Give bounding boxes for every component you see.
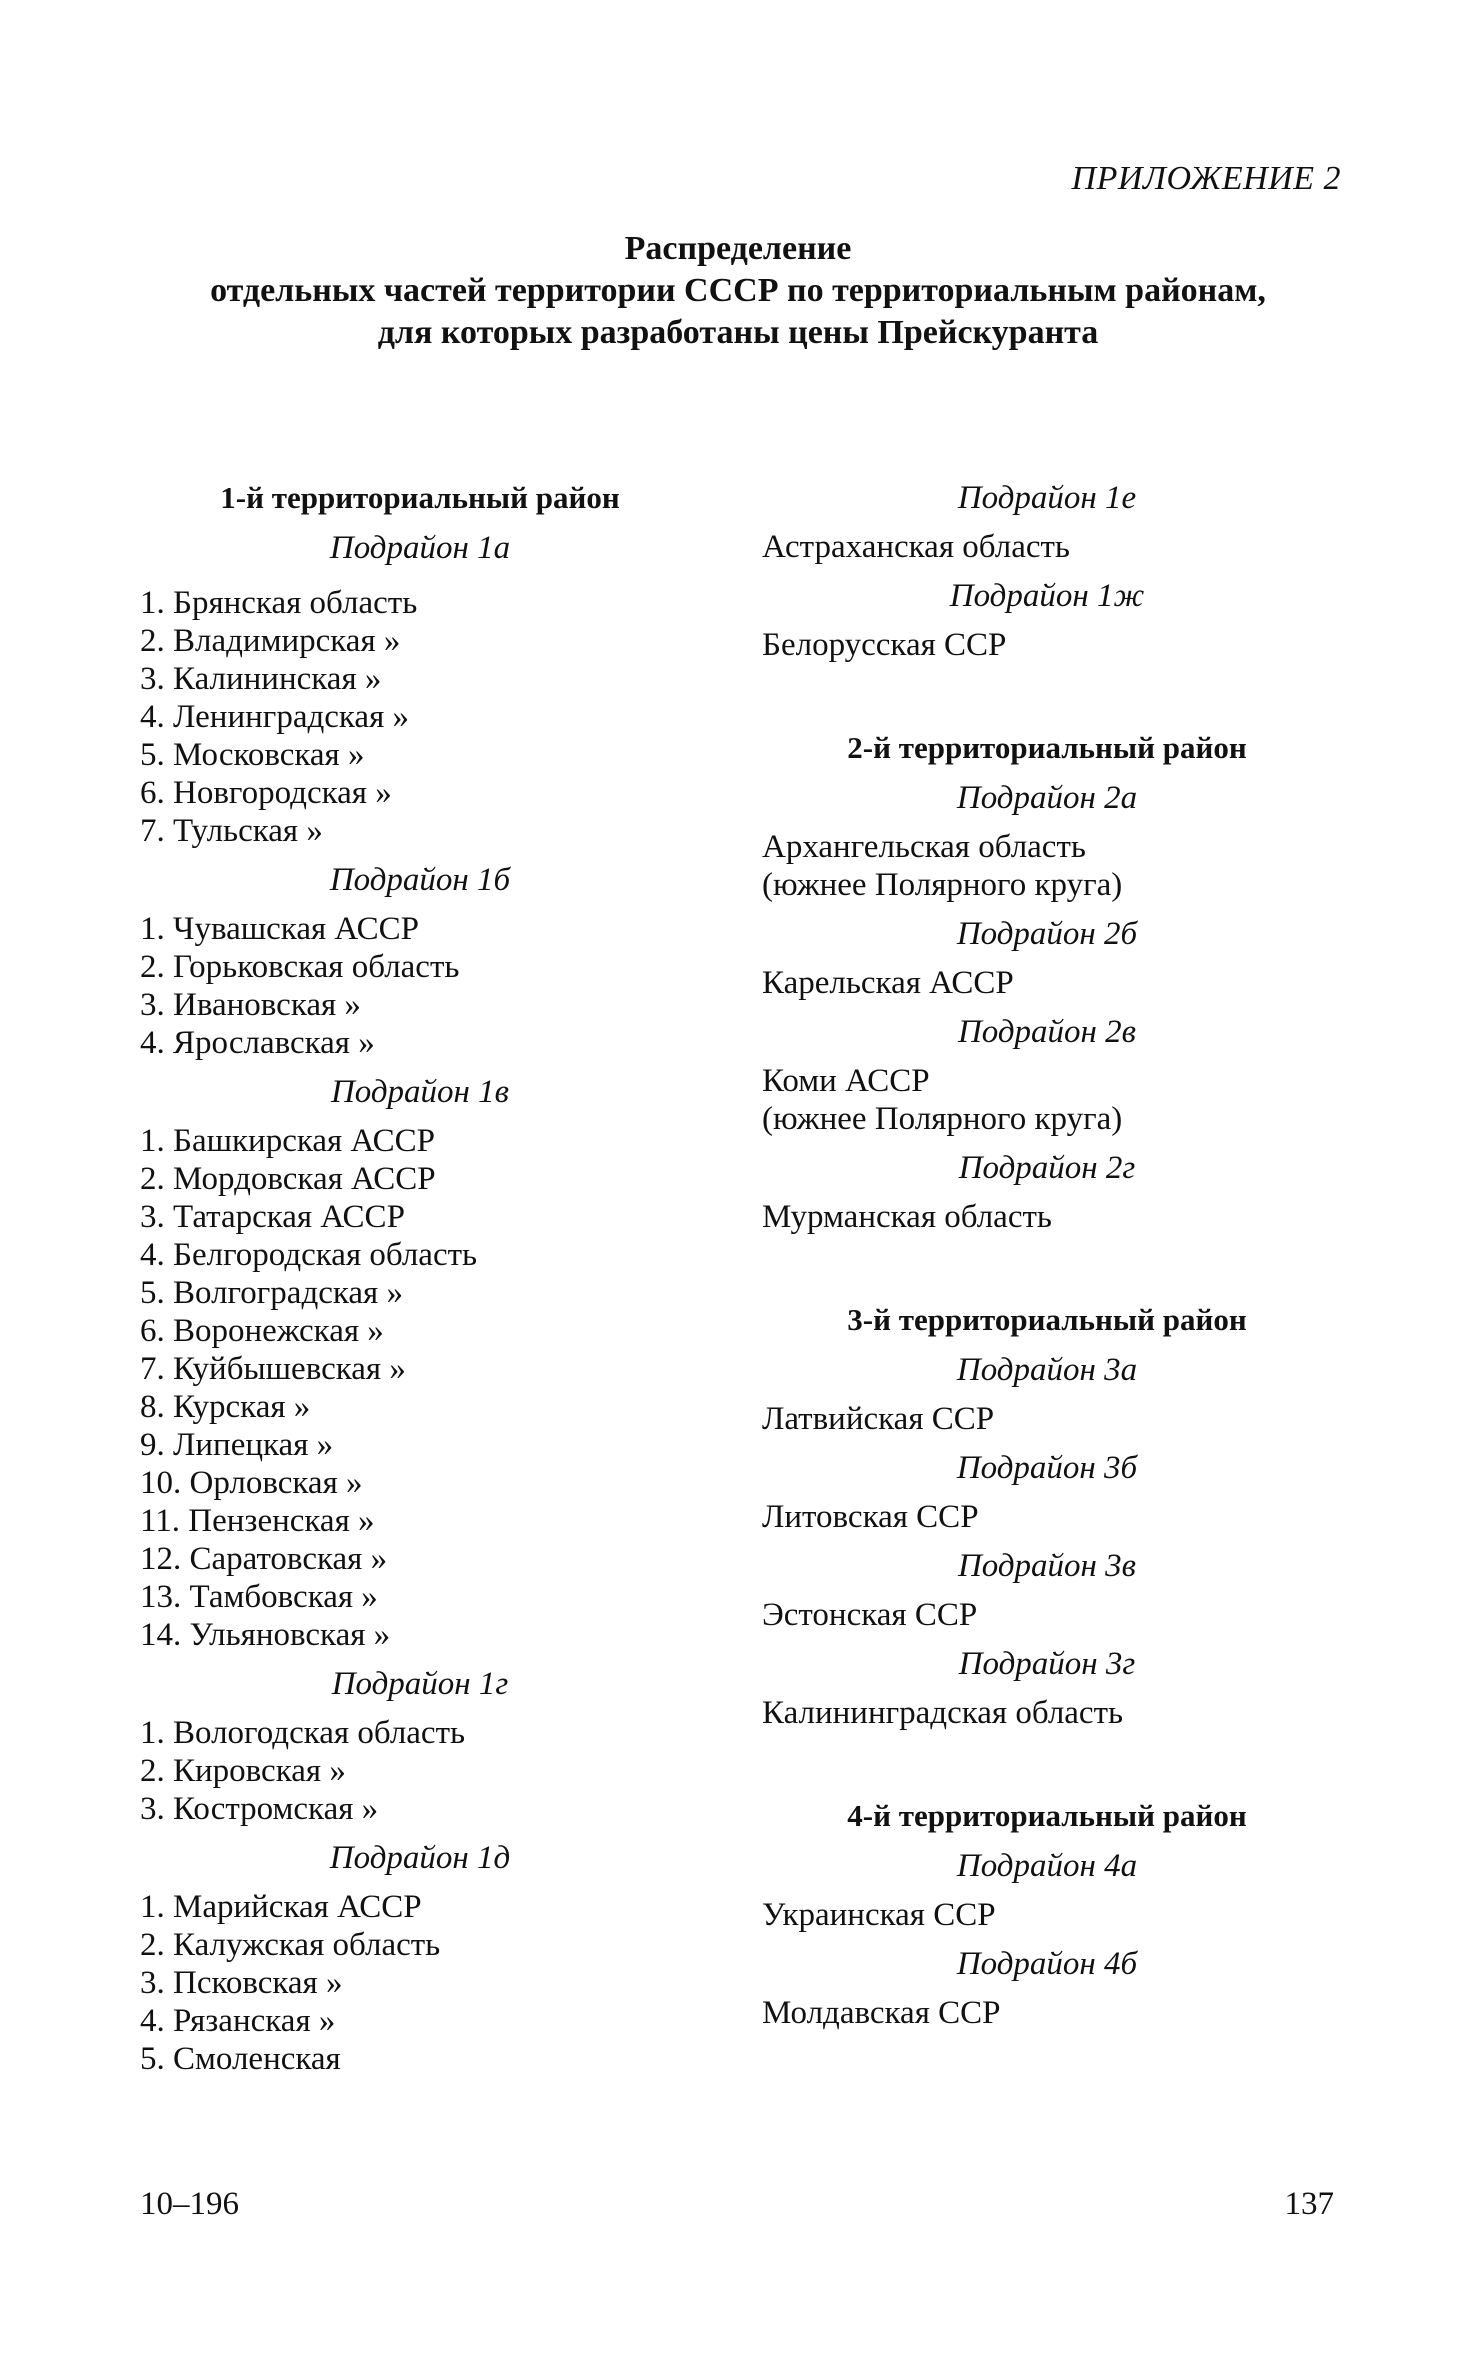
list-item: 6. Воронежская » bbox=[140, 1313, 384, 1349]
list-item: 11. Пензенская » bbox=[140, 1503, 375, 1539]
subdistrict-list bbox=[140, 1122, 700, 1654]
list-item: 13. Тамбовская » bbox=[140, 1579, 378, 1615]
subdistrict-heading: Подрайон 1а bbox=[329, 530, 511, 566]
list-item: Украинская ССР bbox=[762, 1897, 996, 1933]
list-item: 4. Ярославская » bbox=[140, 1025, 375, 1061]
subdistrict-list bbox=[140, 910, 700, 1062]
subdistrict-list bbox=[140, 1888, 700, 2078]
subdistrict-heading: Подрайон 1в bbox=[330, 1074, 510, 1110]
list-item: (южнее Полярного круга) bbox=[762, 867, 1123, 903]
list-item: 6. Новгородская » bbox=[140, 775, 392, 811]
list-item: Молдавская ССР bbox=[762, 1995, 1001, 2031]
list-item: 2. Владимирская » bbox=[140, 623, 401, 659]
subdistrict-heading: Подрайон 1е bbox=[957, 480, 1137, 516]
list-item: 5. Смоленская bbox=[140, 2041, 341, 2077]
subdistrict-heading: Подрайон 1б bbox=[329, 862, 511, 898]
list-item: 12. Саратовская » bbox=[140, 1541, 388, 1577]
list-item: 14. Ульяновская » bbox=[140, 1617, 391, 1653]
list-item: Астраханская область bbox=[762, 529, 1070, 565]
list-item: 1. Чувашская АССР bbox=[140, 911, 419, 947]
list-item: 8. Курская » bbox=[140, 1389, 311, 1425]
subdistrict-heading: Подрайон 1ж bbox=[949, 578, 1145, 614]
list-item: 1. Башкирская АССР bbox=[140, 1123, 436, 1159]
subdistrict-heading: Подрайон 4а bbox=[956, 1848, 1138, 1884]
district-heading: 1-й территориальный район bbox=[220, 480, 620, 515]
list-item: 2. Калужская область bbox=[140, 1927, 441, 1963]
title-line-2: отдельных частей территории СССР по территориальным районам, bbox=[210, 272, 1266, 309]
subdistrict-heading: Подрайон 3а bbox=[956, 1352, 1138, 1388]
subdistrict-heading: Подрайон 3б bbox=[956, 1450, 1138, 1486]
district-heading: 4-й территориальный район bbox=[847, 1798, 1247, 1833]
list-item: 2. Кировская » bbox=[140, 1753, 346, 1789]
subdistrict-heading: Подрайон 4б bbox=[956, 1946, 1138, 1982]
list-item: 1. Марийская АССР bbox=[140, 1889, 422, 1925]
list-item: Белорусская ССР bbox=[762, 627, 1007, 663]
list-item: 3. Калининская » bbox=[140, 661, 382, 697]
list-item: 9. Липецкая » bbox=[140, 1427, 334, 1463]
title-line-3: для которых разработаны цены Прейскуранта bbox=[377, 314, 1099, 351]
subdistrict-list bbox=[140, 1714, 700, 1828]
list-item: (южнее Полярного круга) bbox=[762, 1101, 1123, 1137]
list-item: 4. Ленинградская » bbox=[140, 699, 410, 735]
subdistrict-heading: Подрайон 2б bbox=[956, 916, 1138, 952]
subdistrict-heading: Подрайон 3г bbox=[958, 1646, 1136, 1682]
list-item: Коми АССР bbox=[762, 1063, 930, 1099]
subdistrict-heading: Подрайон 1г bbox=[331, 1666, 509, 1702]
list-item: 7. Куйбышевская » bbox=[140, 1351, 406, 1387]
list-item: 10. Орловская » bbox=[140, 1465, 363, 1501]
list-item: 3. Ивановская » bbox=[140, 987, 361, 1023]
list-item: 2. Горьковская область bbox=[140, 949, 460, 985]
list-item: Калининградская область bbox=[762, 1695, 1124, 1731]
district-heading: 2-й территориальный район bbox=[847, 730, 1247, 765]
subdistrict-heading: Подрайон 2г bbox=[958, 1150, 1136, 1186]
list-item: Мурманская область bbox=[762, 1199, 1052, 1235]
subdistrict-heading: Подрайон 1д bbox=[329, 1840, 511, 1876]
subdistrict-heading: Подрайон 2в bbox=[957, 1014, 1137, 1050]
list-item: Латвийская ССР bbox=[762, 1401, 995, 1437]
list-item: 7. Тульская » bbox=[140, 813, 323, 849]
subdistrict-list bbox=[140, 584, 700, 850]
list-item: 1. Вологодская область bbox=[140, 1715, 466, 1751]
title-line-1: Распределение bbox=[624, 230, 852, 267]
list-item: Архангельская область bbox=[762, 829, 1086, 865]
list-item: 5. Волгоградская » bbox=[140, 1275, 403, 1311]
print-code: 10–196 bbox=[140, 2186, 239, 2222]
list-item: 4. Белгородская область bbox=[140, 1237, 478, 1273]
page-number: 137 bbox=[1284, 2186, 1334, 2222]
list-item: Карельская АССР bbox=[762, 965, 1014, 1001]
list-item: 4. Рязанская » bbox=[140, 2003, 336, 2039]
list-item: 5. Московская » bbox=[140, 737, 365, 773]
right-column bbox=[762, 478, 1332, 2032]
left-column bbox=[140, 478, 700, 2078]
list-item: 3. Татарская АССР bbox=[140, 1199, 405, 1235]
list-item: 2. Мордовская АССР bbox=[140, 1161, 436, 1197]
list-item: Литовская ССР bbox=[762, 1499, 979, 1535]
list-item: 1. Брянская область bbox=[140, 585, 418, 621]
district-heading: 3-й территориальный район bbox=[847, 1302, 1247, 1337]
subdistrict-heading: Подрайон 2а bbox=[956, 780, 1138, 816]
list-item: Эстонская ССР bbox=[762, 1597, 978, 1633]
appendix-label: ПРИЛОЖЕНИЕ 2 bbox=[1071, 160, 1341, 197]
list-item: 3. Костромская » bbox=[140, 1791, 379, 1827]
list-item: 3. Псковская » bbox=[140, 1965, 343, 2001]
subdistrict-heading: Подрайон 3в bbox=[957, 1548, 1137, 1584]
